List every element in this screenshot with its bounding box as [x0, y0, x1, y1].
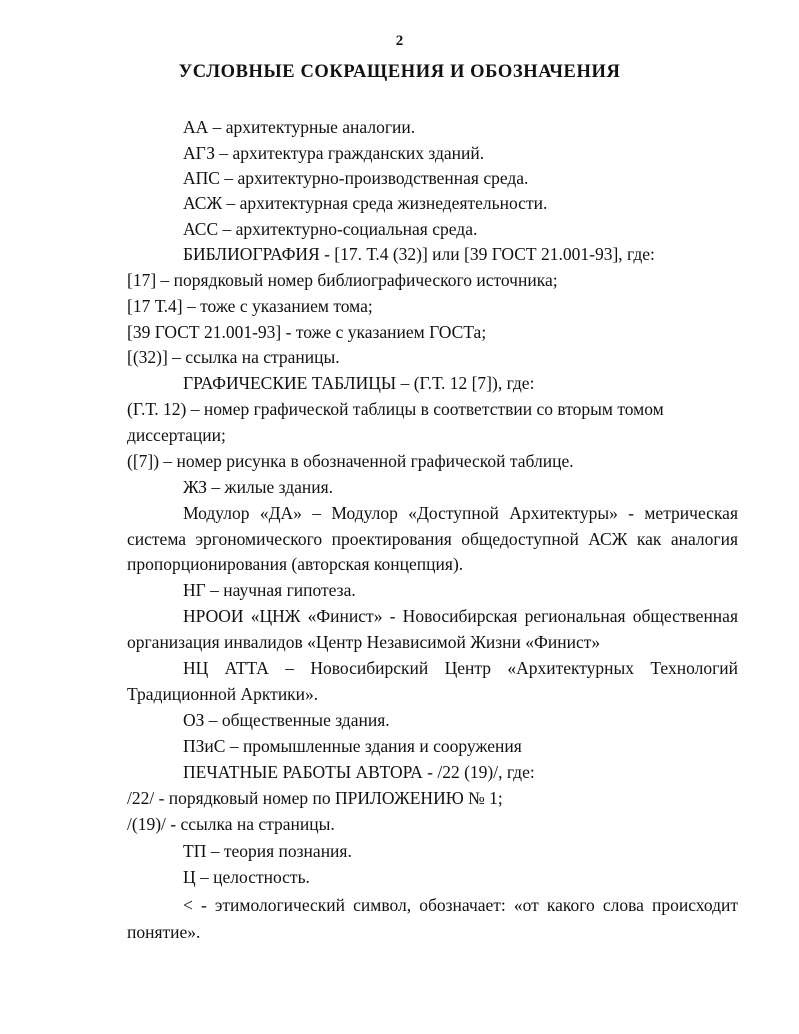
entry-modulor-line-1: Модулор «ДА» – Модулор «Доступной Архитектуры» - метрическая	[183, 503, 738, 523]
graphic-tables-heading: ГРАФИЧЕСКИЕ ТАБЛИЦЫ – (Г.Т. 12 [7]), где:	[183, 373, 535, 393]
entry-atta-line-2: Традиционной Арктики».	[127, 684, 319, 704]
entry-nrooi-line-1: НРООИ «ЦНЖ «Финист» - Новосибирская региональная общественная	[183, 606, 738, 626]
entry-etymology-line-1: < - этимологический символ, обозначает: «от какого слова происходит	[183, 895, 738, 915]
printed-works-line-1: /22/ - порядковый номер по ПРИЛОЖЕНИЮ № 1;	[127, 788, 503, 808]
printed-works-heading: ПЕЧАТНЫЕ РАБОТЫ АВТОРА - /22 (19)/, где:	[183, 762, 535, 782]
entry-zhz: ЖЗ – жилые здания.	[183, 477, 334, 497]
entry-tp: ТП – теория познания.	[183, 841, 352, 861]
graphic-tables-line-2: ([7]) – номер рисунка в обозначенной графической таблице.	[127, 451, 574, 471]
entry-agz: АГЗ – архитектура гражданских зданий.	[183, 143, 485, 163]
entry-oz: ОЗ – общественные здания.	[183, 710, 390, 730]
page-title: УСЛОВНЫЕ СОКРАЩЕНИЯ И ОБОЗНАЧЕНИЯ	[178, 62, 621, 82]
entry-aps: АПС – архитектурно-производственная среда.	[183, 168, 529, 188]
bibliography-line-1: [17] – порядковый номер библиографического источника;	[127, 270, 558, 290]
entry-c: Ц – целостность.	[183, 867, 310, 887]
entry-modulor-line-2: система эргономического проектирования общедоступной АСЖ как аналогия	[127, 529, 738, 549]
entry-etymology-line-2: понятие».	[127, 922, 201, 942]
bibliography-heading: БИБЛИОГРАФИЯ - [17. Т.4 (32)] или [39 ГОСТ 21.001-93], где:	[183, 244, 655, 264]
entry-atta-line-1: НЦ АТТА – Новосибирский Центр «Архитектурных Технологий	[183, 658, 738, 678]
graphic-tables-line-1a: (Г.Т. 12) – номер графической таблицы в соответствии со вторым томом	[127, 399, 664, 419]
entry-aszh: АСЖ – архитектурная среда жизнедеятельности.	[183, 193, 548, 213]
entry-ng: НГ – научная гипотеза.	[183, 580, 356, 600]
entry-nrooi-line-2: организация инвалидов «Центр Независимой Жизни «Финист»	[127, 632, 601, 652]
entry-ass: АСС – архитектурно-социальная среда.	[183, 219, 478, 239]
page-number: 2	[395, 33, 404, 49]
graphic-tables-line-1b: диссертации;	[127, 425, 226, 445]
bibliography-line-3: [39 ГОСТ 21.001-93] - тоже с указанием ГОСТа;	[127, 322, 487, 342]
entry-pzis: ПЗиС – промышленные здания и сооружения	[183, 736, 522, 756]
entry-modulor-line-3: пропорционирования (авторская концепция).	[127, 554, 464, 574]
bibliography-line-2: [17 Т.4] – тоже с указанием тома;	[127, 296, 373, 316]
bibliography-line-4: [(32)] – ссылка на страницы.	[127, 347, 340, 367]
printed-works-line-2: /(19)/ - ссылка на страницы.	[127, 814, 335, 834]
entry-aa: АА – архитектурные аналогии.	[183, 117, 416, 137]
